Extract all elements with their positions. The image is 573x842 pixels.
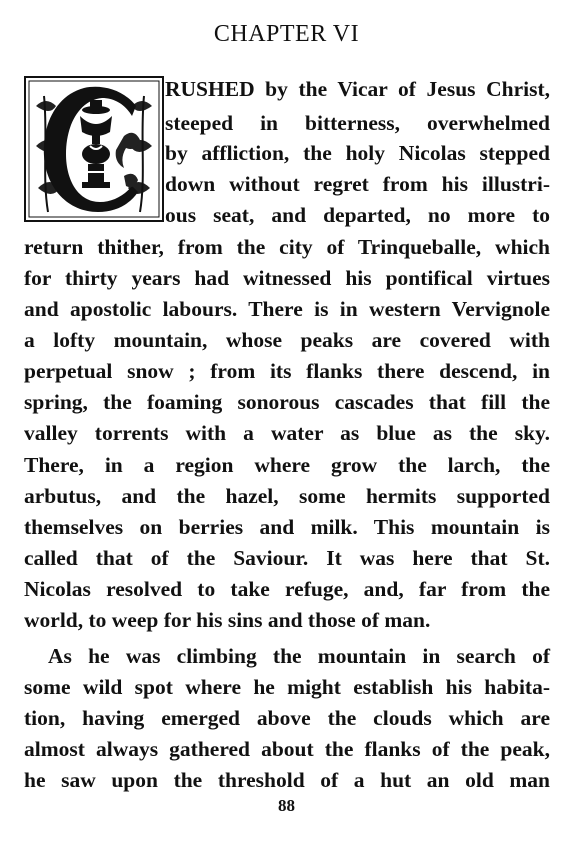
text-line: by affliction, the holy Nicolas stepped xyxy=(165,141,550,165)
text-line: for thirty years had witnessed his pontifical virtues xyxy=(24,266,550,290)
text-line: RUSHED by the Vicar of Jesus Christ, xyxy=(165,77,550,101)
text-line: ous seat, and departed, no more to xyxy=(165,203,550,227)
drop-cap-ornament-icon xyxy=(24,76,164,222)
text-line: a lofty mountain, whose peaks are covered with xyxy=(24,328,550,352)
text-line: some wild spot where he might establish his habita- xyxy=(24,675,550,699)
text-line: As he was climbing the mountain in search of xyxy=(48,644,550,668)
text-line: perpetual snow ; from its flanks there descend, in xyxy=(24,359,550,383)
text-line: valley torrents with a water as blue as the sky. xyxy=(24,421,550,445)
text-line: and apostolic labours. There is in western Vervignole xyxy=(24,297,550,321)
text-line: world, to weep for his sins and those of man. xyxy=(24,608,431,632)
text-line: steeped in bitterness, overwhelmed xyxy=(165,111,550,135)
text-line: return thither, from the city of Trinqueballe, which xyxy=(24,235,550,259)
text-line: themselves on berries and milk. This mountain is xyxy=(24,515,550,539)
text-line: Nicolas resolved to take refuge, and, far from the xyxy=(24,577,550,601)
page-number: 88 xyxy=(278,796,295,815)
text-line: There, in a region where grow the larch, the xyxy=(24,453,550,477)
text-line: almost always gathered about the flanks of the peak, xyxy=(24,737,550,761)
text-line: he saw upon the threshold of a hut an old man xyxy=(24,768,550,792)
text-line: called that of the Saviour. It was here that St. xyxy=(24,546,550,570)
text-line: spring, the foaming sonorous cascades that fill the xyxy=(24,390,550,414)
text-line: arbutus, and the hazel, some hermits supported xyxy=(24,484,550,508)
chapter-title: CHAPTER VI xyxy=(213,21,360,47)
text-line: tion, having emerged above the clouds which are xyxy=(24,706,550,730)
text-line: down without regret from his illustri- xyxy=(165,172,550,196)
